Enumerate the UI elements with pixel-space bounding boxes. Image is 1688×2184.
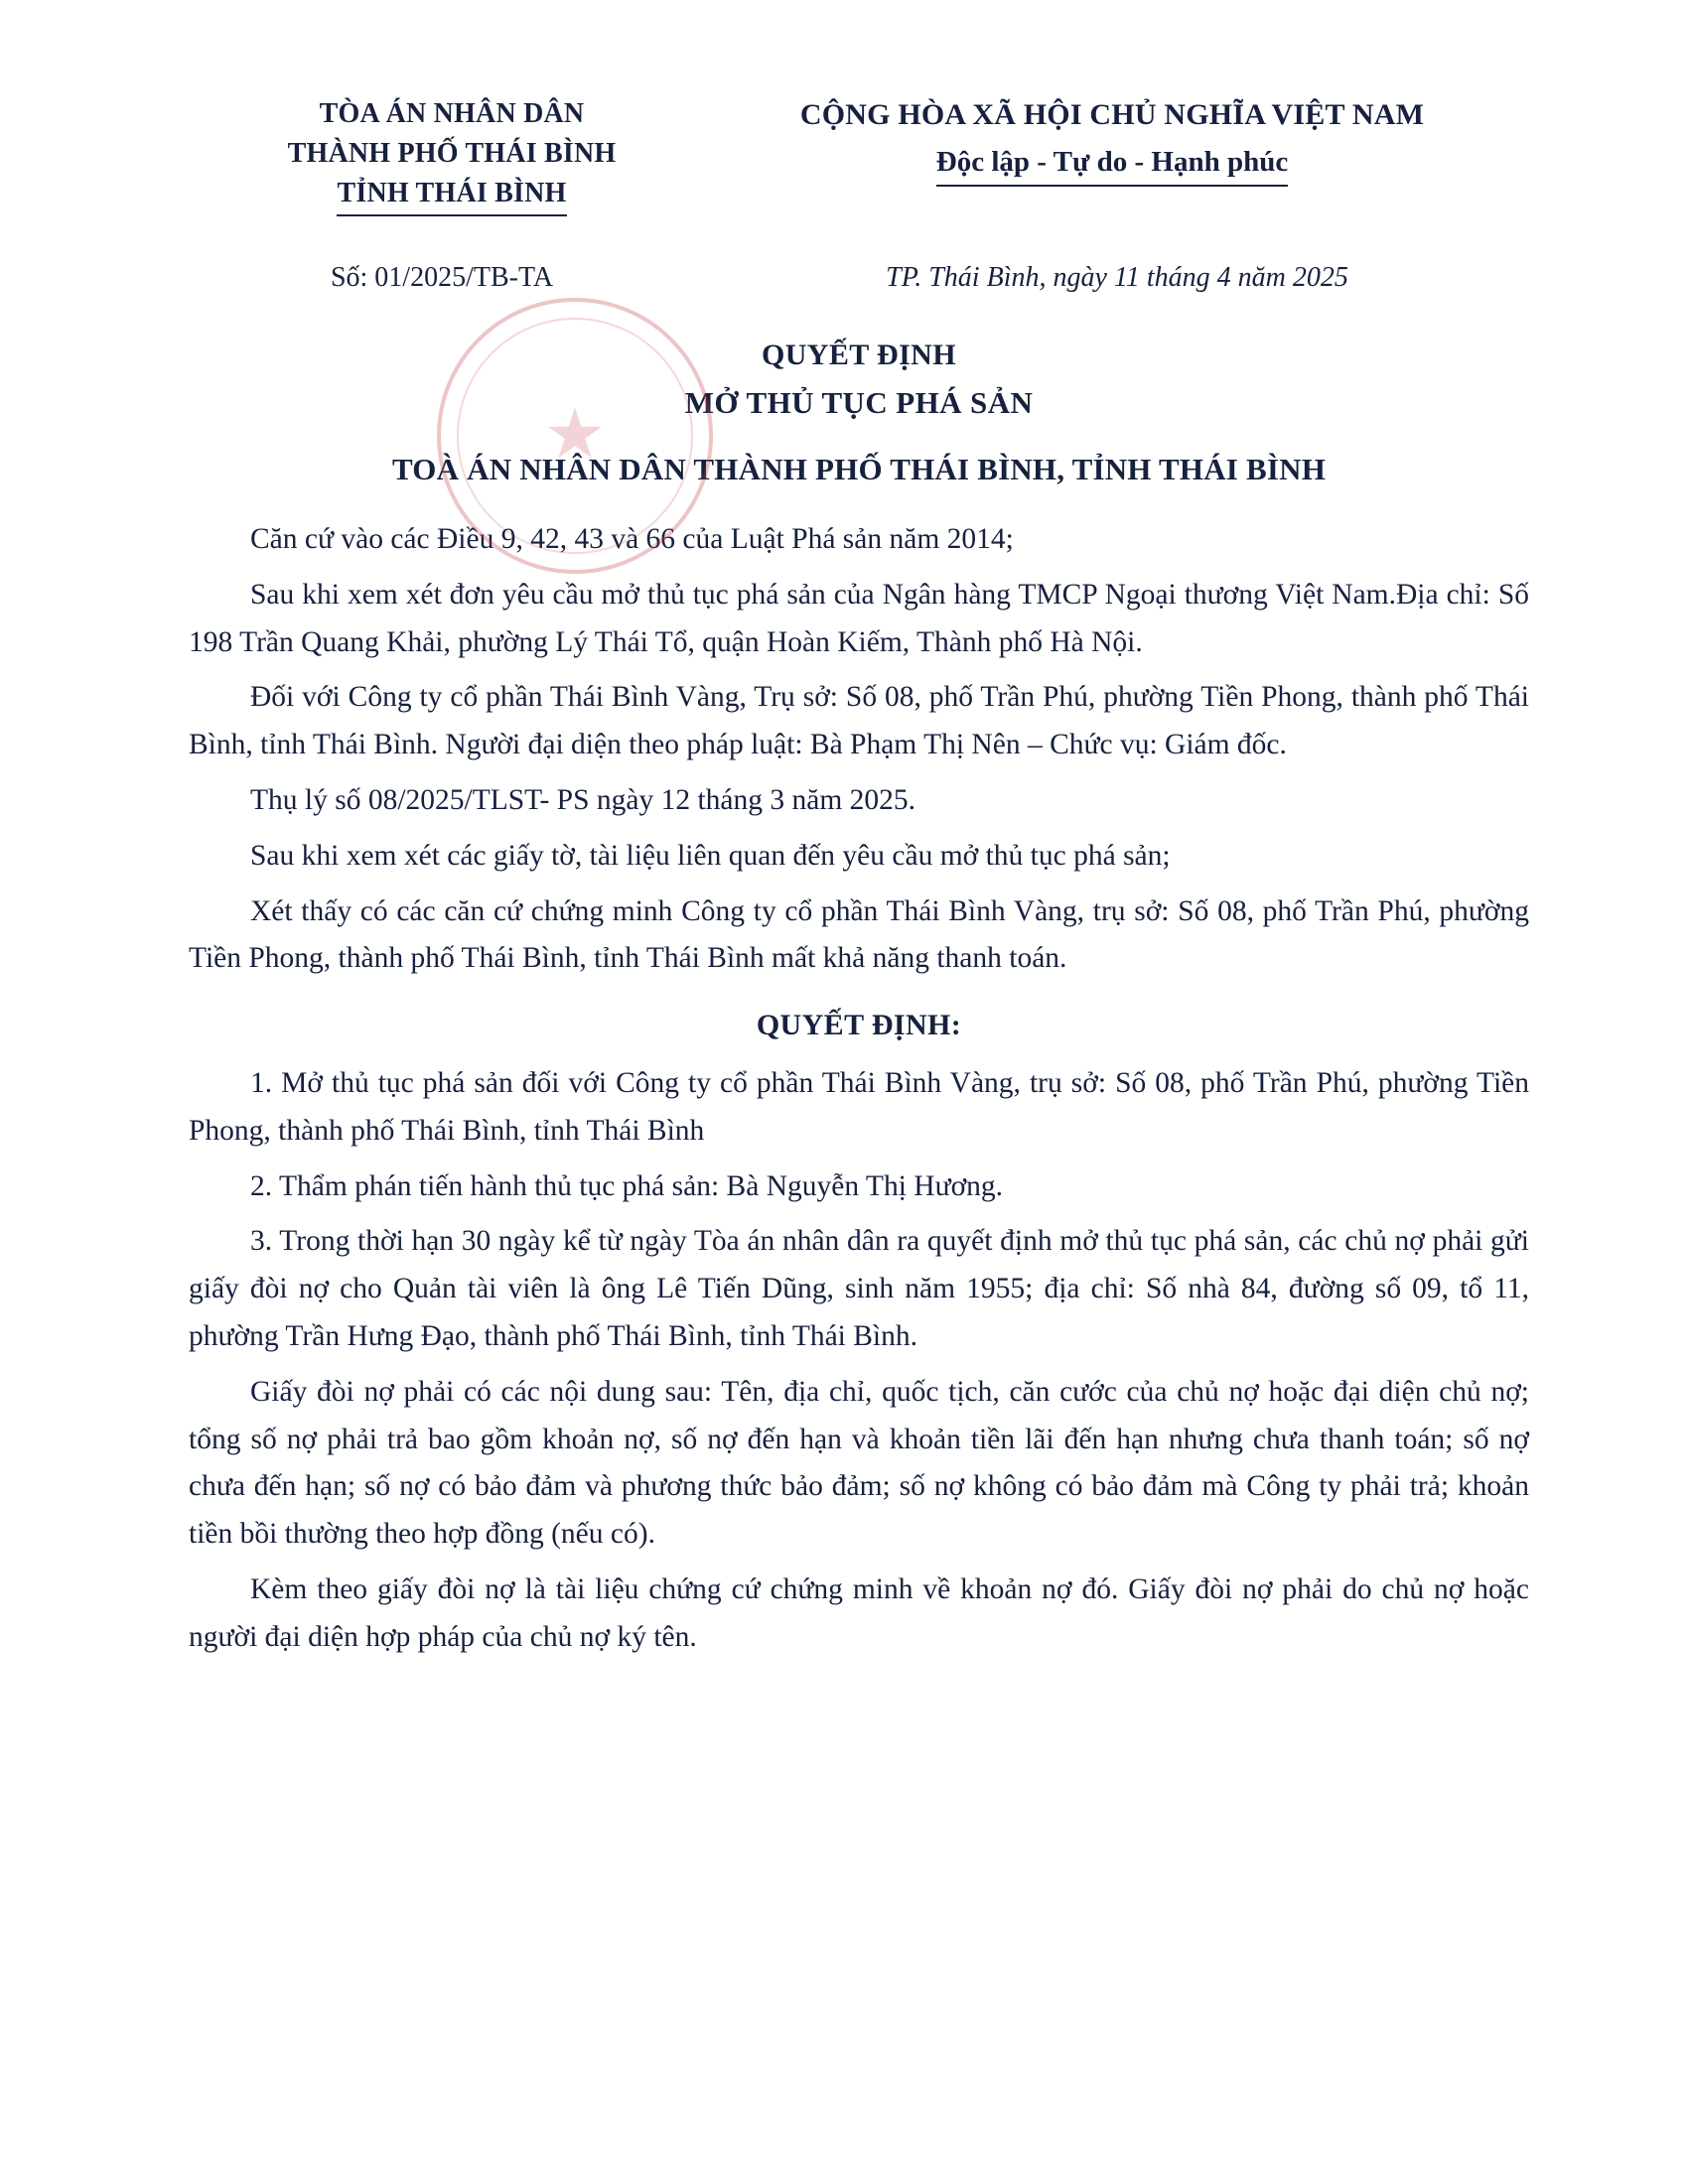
decision-item-2: 2. Thẩm phán tiến hành thủ tục phá sản: Bà Nguyễn Thị Hương. (250, 1169, 1004, 1202)
decision-item-3: 3. Trong thời hạn 30 ngày kể từ ngày Tòa án nhân dân ra quyết định mở thủ tục phá sản, các chủ nợ phải gửi giấy đòi nợ cho Quản tài viên là ông Lê Tiến Dũng, sinh năm 1955; địa chỉ: Số nhà 84, đường số 09, tổ 11, phường Trần Hưng Đạo, thành phố Thái Bình, tỉnh Thái Bình. (189, 1225, 1529, 1353)
national-motto: Độc lập - Tự do - Hạnh phúc (936, 141, 1289, 188)
document-header (189, 94, 1529, 216)
paragraph-case-acceptance: Thụ lý số 08/2025/TLST- PS ngày 12 tháng 3 năm 2025. (250, 783, 916, 816)
issuing-authority-block (189, 94, 685, 216)
paragraph-document-review: Sau khi xem xét các giấy tờ, tài liệu liên quan đến yêu cầu mở thủ tục phá sản; (250, 839, 1171, 872)
paragraph-petitioner: Sau khi xem xét đơn yêu cầu mở thủ tục phá sản của Ngân hàng TMCP Ngoại thương Việt Nam.Địa chỉ: Số 198 Trần Quang Khải, phường Lý Thái Tổ, quận Hoàn Kiếm, Thành phố Hà Nội. (189, 578, 1529, 658)
court-full-name: TOÀ ÁN NHÂN DÂN THÀNH PHỐ THÁI BÌNH, TỈNH THÁI BÌNH (391, 451, 1327, 486)
paragraph-findings: Xét thấy có các căn cứ chứng minh Công ty cổ phần Thái Bình Vàng, trụ sở: Số 08, phố Trần Phú, phường Tiền Phong, thành phố Thái Bình, tỉnh Thái Bình mất khả năng thanh toán. (189, 894, 1529, 975)
place-and-date: TP. Thái Bình, ngày 11 tháng 4 năm 2025 (886, 262, 1348, 294)
number-date-row (189, 262, 1529, 294)
paragraph-debtor: Đối với Công ty cổ phần Thái Bình Vàng, Trụ sở: Số 08, phố Trần Phú, phường Tiền Phong, thành phố Thái Bình, tỉnh Thái Bình. Người đại diện theo pháp luật: Bà Phạm Thị Nên – Chức vụ: Giám đốc. (189, 681, 1529, 761)
seal-star-icon: ★ (543, 397, 607, 474)
document-body (189, 516, 1529, 1661)
document-subtitle: MỞ THỦ TỤC PHÁ SẢN (684, 384, 1034, 420)
decision-item-1: 1. Mở thủ tục phá sản đối với Công ty cổ phần Thái Bình Vàng, trụ sở: Số 08, phố Trần Phú, phường Tiền Phong, thành phố Thái Bình, tỉnh Thái Bình (189, 1067, 1529, 1147)
nation-name: CỘNG HÒA XÃ HỘI CHỦ NGHĨA VIỆT NAM (799, 98, 1425, 131)
document-number: Số: 01/2025/TB-TA (330, 262, 554, 294)
document-content (189, 94, 1529, 1661)
decision-heading: QUYẾT ĐỊNH: (756, 1009, 962, 1042)
authority-line-2: THÀNH PHỐ THÁI BÌNH (287, 137, 617, 169)
authority-line-1: TÒA ÁN NHÂN DÂN (319, 98, 585, 129)
document-title-block (189, 334, 1529, 425)
document-title: QUYẾT ĐỊNH (762, 339, 956, 372)
paragraph-legal-basis: Căn cứ vào các Điều 9, 42, 43 và 66 của Luật Phá sản năm 2014; (250, 523, 1014, 556)
decision-item-5: Kèm theo giấy đòi nợ là tài liệu chứng cứ chứng minh về khoản nợ đó. Giấy đòi nợ phải do chủ nợ hoặc người đại diện hợp pháp của chủ nợ ký tên. (189, 1572, 1529, 1653)
national-heading-block (685, 94, 1529, 187)
authority-line-3: TỈNH THÁI BÌNH (337, 174, 566, 217)
decision-item-4: Giấy đòi nợ phải có các nội dung sau: Tên, địa chỉ, quốc tịch, căn cước của chủ nợ hoặc đại diện chủ nợ; tổng số nợ phải trả bao gồm khoản nợ, số nợ đến hạn và khoản tiền lãi đến hạn nhưng chưa thanh toán; số nợ chưa đến hạn; số nợ có bảo đảm và phương thức bảo đảm; số nợ không có bảo đảm mà Công ty phải trả; khoản tiền bồi thường theo hợp đồng (nếu có). (189, 1375, 1529, 1551)
